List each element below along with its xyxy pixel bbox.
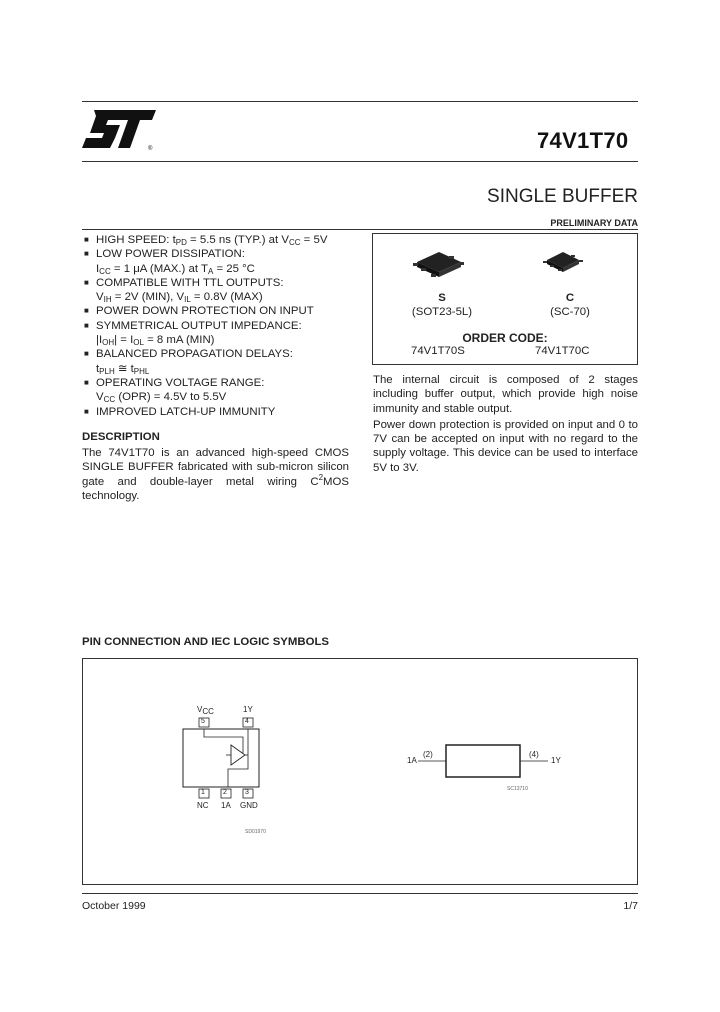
iec-tag: SC13710 <box>507 786 528 792</box>
sot23-package-icon <box>411 246 467 282</box>
pin-1: 1 <box>201 789 205 796</box>
feature-item <box>82 347 352 361</box>
feature-text: CC <box>99 266 111 276</box>
bullet-icon: ■ <box>84 349 89 359</box>
pin-diagram-box <box>82 658 638 885</box>
feature-text: COMPATIBLE WITH TTL OUTPUTS: <box>96 276 284 289</box>
feature-item <box>82 233 352 247</box>
bullet-icon: ■ <box>84 249 89 259</box>
order-code-c: 74V1T70C <box>535 345 590 357</box>
subtitle: SINGLE BUFFER <box>487 186 638 207</box>
gnd-label: GND <box>240 801 258 810</box>
internal-circuit-paragraph: The internal circuit is composed of 2 stages including buffer output, which provide high noise immunity and stable output. <box>373 374 638 415</box>
iec-out-label: 1Y <box>551 756 561 765</box>
footer-date: October 1999 <box>82 900 146 912</box>
feature-text: CC <box>103 395 116 405</box>
feature-text: V <box>96 291 104 304</box>
sot23-name: (SOT23-5L) <box>411 306 473 318</box>
vcc-label: $V_{CC}$ <box>197 705 214 716</box>
feature-text: = 2V (MIN), V <box>111 291 185 304</box>
feature-item <box>82 276 352 290</box>
feature-text: PD <box>175 238 187 247</box>
feature-text: POWER DOWN PROTECTION ON INPUT <box>96 305 314 318</box>
feature-text: ≅ t <box>114 362 134 375</box>
feature-item <box>82 390 352 404</box>
page-number: 1/7 <box>623 900 638 912</box>
bullet-icon: ■ <box>84 235 89 244</box>
feature-text: = 5.5 ns (TYP.) at V <box>186 234 289 246</box>
bullet-icon: ■ <box>84 406 89 416</box>
feature-item <box>82 319 352 333</box>
feature-text: OH <box>102 338 115 348</box>
feature-text: = 8 mA (MIN) <box>143 334 215 347</box>
pin-4: 4 <box>245 718 249 725</box>
iec-in-label: 1A <box>407 756 417 765</box>
feature-item <box>82 262 352 276</box>
feature-text: = 5V <box>300 234 328 246</box>
feature-text: OPERATING VOLTAGE RANGE: <box>96 376 265 389</box>
feature-text: t <box>96 362 100 375</box>
top-rule <box>82 101 638 102</box>
out-label-top: 1Y <box>243 705 253 714</box>
feature-text: OL <box>133 338 144 348</box>
feature-text: BALANCED PROPAGATION DELAYS: <box>96 348 293 361</box>
bullet-icon: ■ <box>84 277 89 287</box>
feature-item <box>82 376 352 390</box>
pin-3: 3 <box>245 789 249 796</box>
feature-text: IH <box>103 295 112 305</box>
feature-text: | = I <box>114 334 134 347</box>
feature-text: LOW POWER DISSIPATION: <box>96 248 245 261</box>
right-description <box>373 373 638 475</box>
sot23-letter: S <box>438 292 446 304</box>
feature-item <box>82 290 352 304</box>
feature-text: SYMMETRICAL OUTPUT IMPEDANCE: <box>96 319 302 332</box>
nc-label: NC <box>197 801 209 810</box>
feature-text: = 25 °C <box>213 262 255 275</box>
power-down-paragraph: Power down protection is provided on input and 0 to 7V can be accepted on input with no regard to the supply voltage. This device can be used to interface 5V to 3V. <box>373 418 638 474</box>
feature-item <box>82 405 352 419</box>
sc70-letter: C <box>565 292 575 304</box>
st-logo <box>82 108 158 154</box>
pin-section-heading: PIN CONNECTION AND IEC LOGIC SYMBOLS <box>82 636 330 648</box>
feature-text: A <box>207 266 214 276</box>
sc70-name: (SC-70) <box>550 306 590 318</box>
feature-text: V <box>96 391 104 404</box>
description-text: The 74V1T70 is an advanced high-speed CMOS SINGLE BUFFER fabricated with sub-micron silicon gate and double-layer metal wiring $C^2MOS$ technology. <box>82 447 349 502</box>
feature-text: PLH <box>99 366 115 376</box>
pin-2: 2 <box>223 789 227 796</box>
feature-text: CC <box>288 238 301 247</box>
part-number: 74V1T70 <box>537 128 629 153</box>
title-rule <box>82 161 638 162</box>
bullet-icon: ■ <box>84 306 89 316</box>
order-code-heading: ORDER CODE: <box>462 331 548 345</box>
footer-rule <box>82 893 638 894</box>
iec-in-pin: (2) <box>423 750 433 759</box>
subtitle-rule <box>82 229 638 230</box>
sc70-package-icon <box>541 246 585 278</box>
description-heading: DESCRIPTION <box>82 431 160 443</box>
order-code-s: 74V1T70S <box>411 345 465 357</box>
feature-text: I <box>96 262 100 275</box>
features-list <box>82 233 352 419</box>
feature-item <box>82 333 352 347</box>
pin-5: 5 <box>201 718 205 725</box>
iec-out-pin: (4) <box>529 750 539 759</box>
bullet-icon: ■ <box>84 320 89 330</box>
pin-diagram-tag: SD01970 <box>245 829 266 835</box>
preliminary-label: PRELIMINARY DATA <box>550 218 638 228</box>
feature-item <box>82 247 352 261</box>
in-label: 1A <box>221 801 231 810</box>
svg-text:®: ® <box>148 146 153 152</box>
feature-text: (OPR) = 4.5V to 5.5V <box>115 391 227 404</box>
bullet-icon: ■ <box>84 377 89 387</box>
feature-text: IL <box>184 295 191 305</box>
pin-connection-diagram <box>83 659 639 886</box>
feature-text: = 1 μA (MAX.) at T <box>110 262 208 275</box>
feature-text: IMPROVED LATCH-UP IMMUNITY <box>96 405 276 418</box>
feature-text: |I <box>96 334 103 347</box>
feature-text: HIGH SPEED: t <box>96 234 176 246</box>
package-box <box>372 233 638 365</box>
feature-text: = 0.8V (MAX) <box>190 291 263 304</box>
feature-text: PHL <box>133 366 150 376</box>
feature-item <box>82 362 352 376</box>
feature-item <box>82 304 352 318</box>
